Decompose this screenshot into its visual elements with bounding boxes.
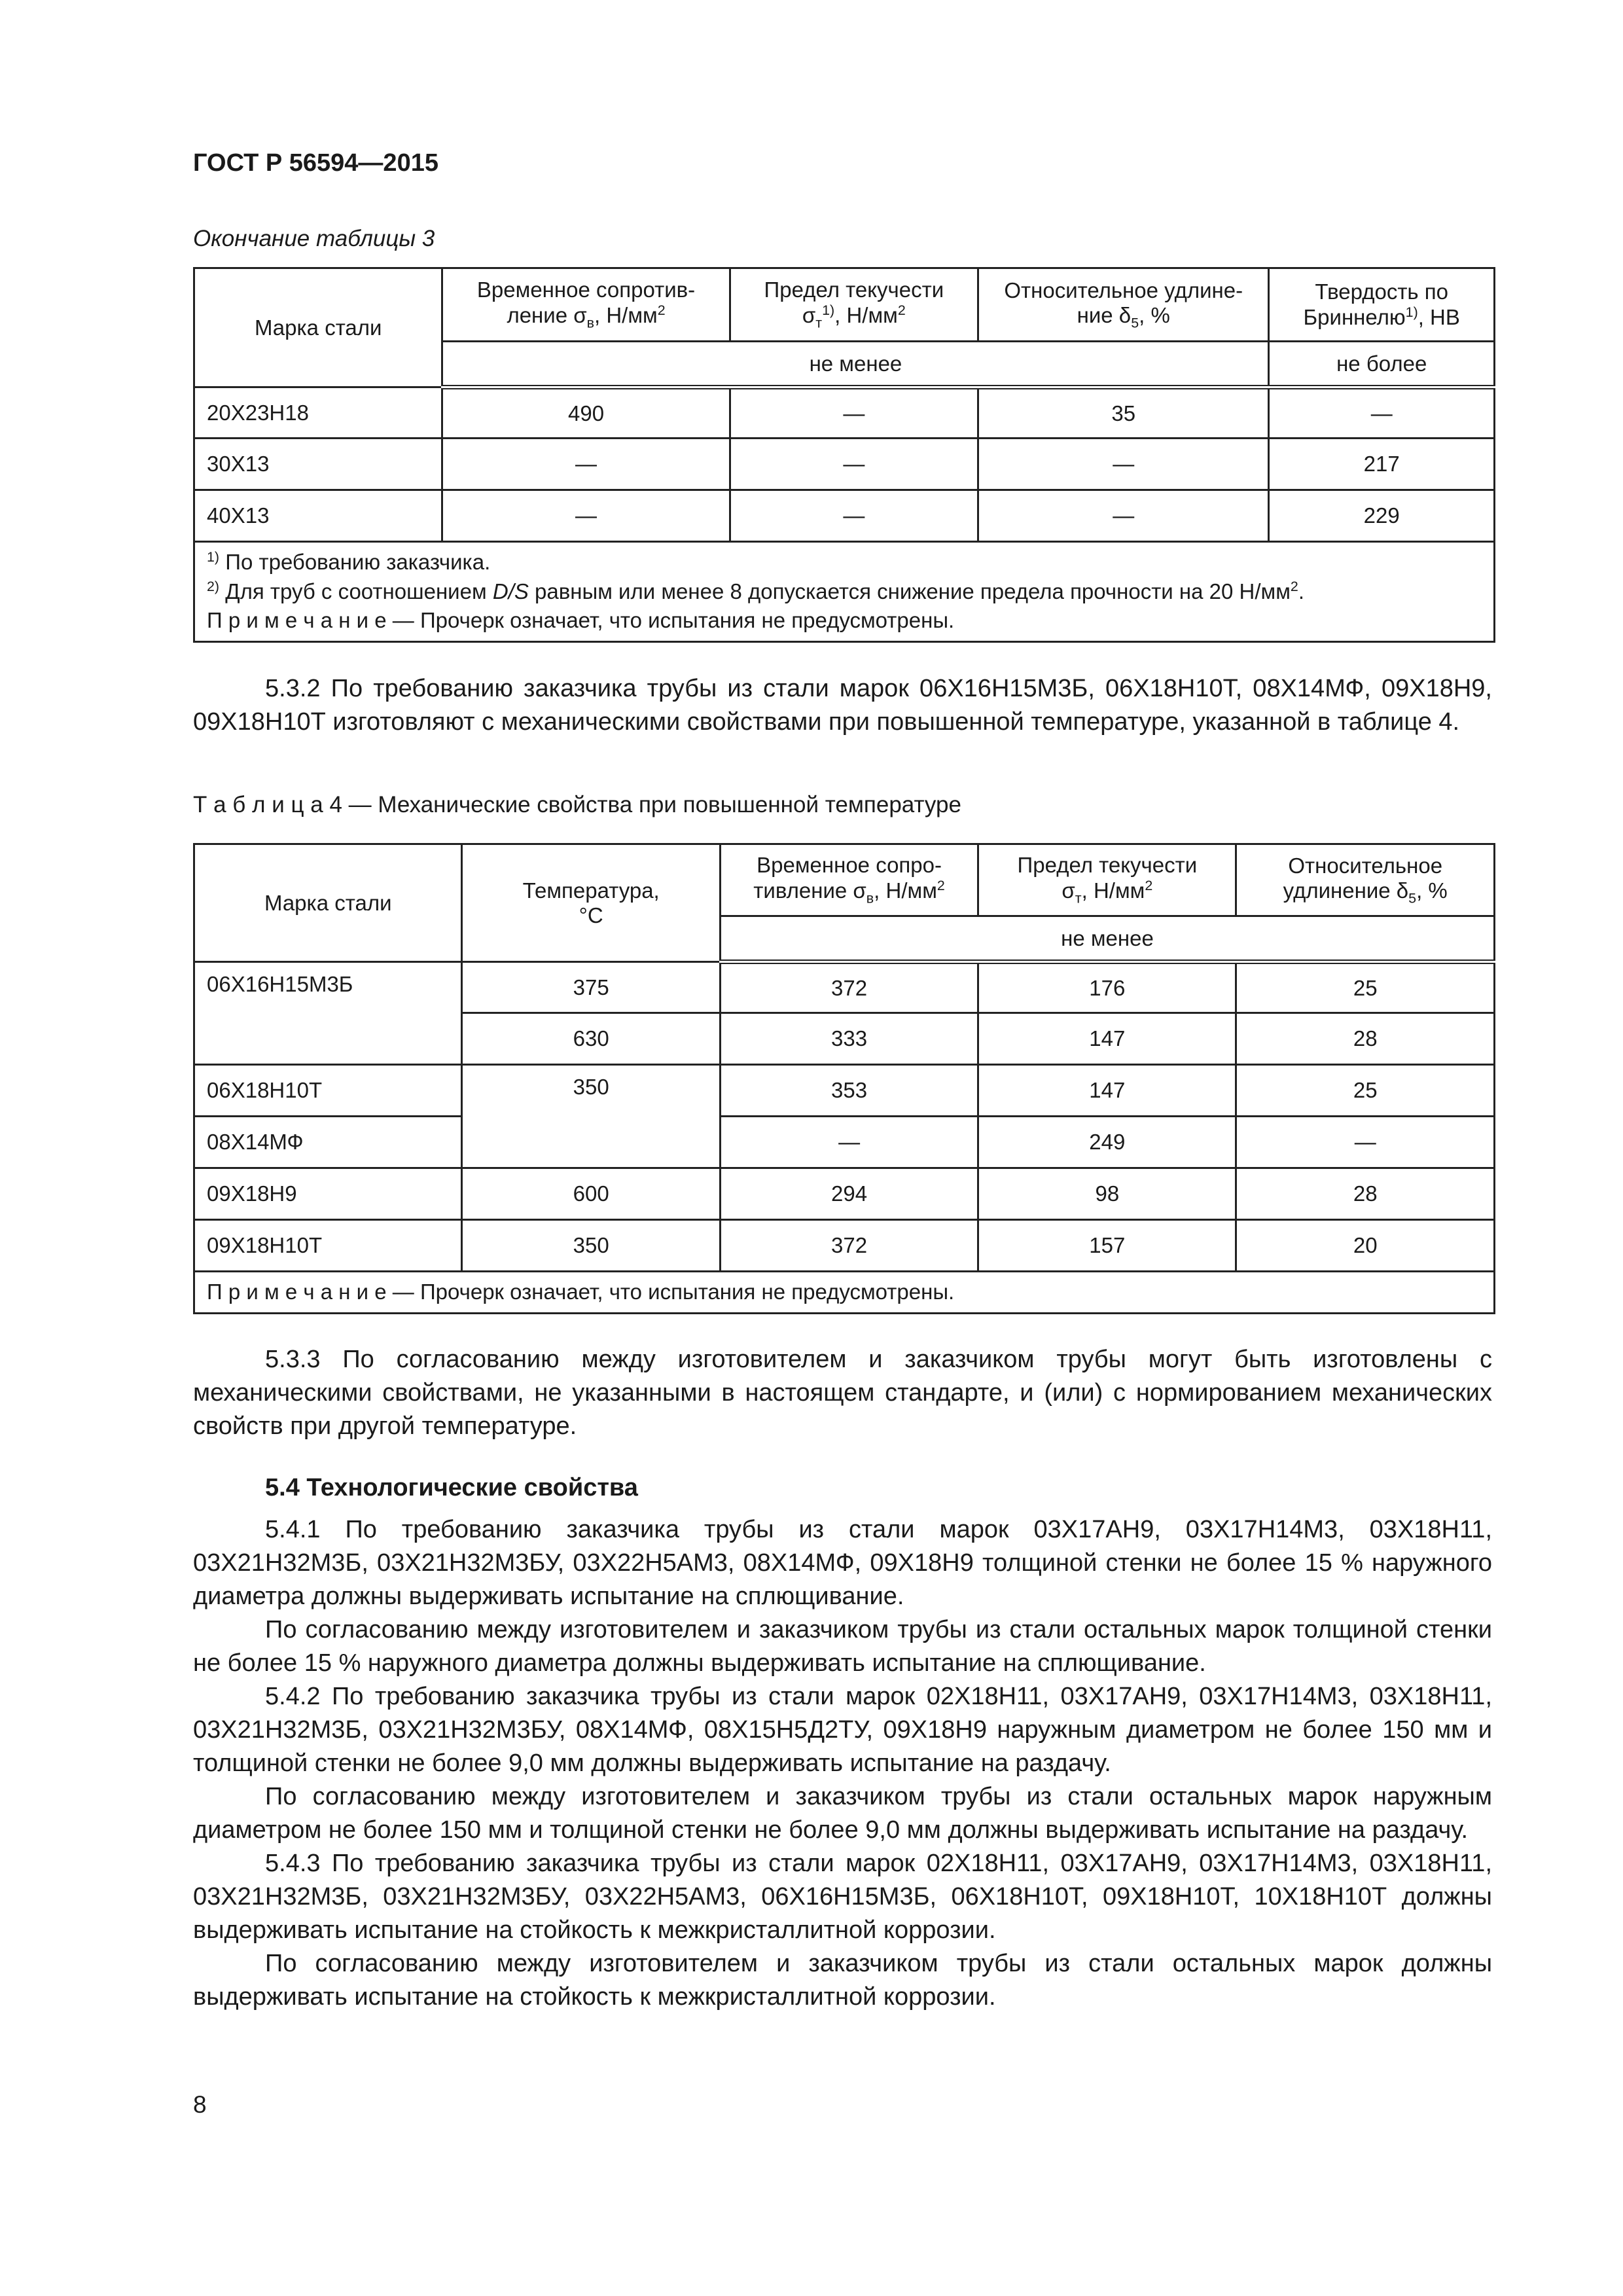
t4-cell-temp: 630 xyxy=(462,1013,720,1065)
t4-cell-elongation: 28 xyxy=(1236,1013,1495,1065)
t4-cell-grade: 09Х18Н10Т xyxy=(194,1220,462,1272)
t4-cell-tensile: 353 xyxy=(720,1065,978,1117)
table-row xyxy=(194,1065,1495,1117)
t3-cell-grade: 20Х23Н18 xyxy=(194,387,442,439)
t3-note: П р и м е ч а н и е — Прочерк означает, что испытания не предусмотрены. xyxy=(207,608,955,633)
t4-cell-elongation: 28 xyxy=(1236,1168,1495,1220)
t3-cell-elongation: — xyxy=(978,490,1269,542)
t3-cell-elongation: — xyxy=(978,439,1269,490)
document-header: ГОСТ Р 56594—2015 xyxy=(193,149,438,177)
t4-header-tensile: Временное сопро- тивление $\sigma_в$, $Н/мм^2$ xyxy=(720,844,978,916)
t4-header-temp: Температура, °С xyxy=(462,844,720,962)
t3-header-yield: Предел текучести $\sigma_т^{1)}$, $Н/мм^2$ xyxy=(730,268,978,342)
t3-cell-tensile: — xyxy=(442,439,730,490)
t3-footnotes xyxy=(194,542,1495,642)
t3-header-elongation: Относительное удлине- ние $\delta_5$, % xyxy=(978,268,1269,342)
t4-cell-yield: 157 xyxy=(978,1220,1236,1272)
section-heading-5-4: 5.4 Технологические свойства xyxy=(265,1474,638,1501)
table-row xyxy=(194,1168,1495,1220)
t3-cell-grade: 40Х13 xyxy=(194,490,442,542)
t4-cell-elongation: — xyxy=(1236,1117,1495,1168)
t4-cell-grade: 08Х14МФ xyxy=(194,1117,462,1168)
t4-note: П р и м е ч а н и е — Прочерк означает, что испытания не предусмотрены. xyxy=(194,1272,1495,1314)
table4-caption: Т а б л и ц а 4 — Механические свойства при повышенной температуре xyxy=(193,792,961,817)
t4-cell-tensile: — xyxy=(720,1117,978,1168)
paragraph-5-4-1: 5.4.1 По требованию заказчика трубы из стали марок 03Х17АН9, 03Х17Н14М3, 03Х18Н11, 03Х21Н32М3Б, 03Х21Н32М3БУ, 03Х22Н5АМ3, 08Х14МФ, 09Х18Н9 толщиной стенки не более 15 % наружного диаметра должны выдерживать испытание на сплющивание. По согласованию между изготовителем и заказчиком трубы из стали остальных марок толщиной стенки не более 15 % наружного диаметра должны выдерживать испытание на сплющивание. 5.4.2 По требованию заказчика трубы из стали марок 02Х18Н11, 03Х17АН9, 03Х17Н14М3, 03Х18Н11, 03Х21Н32М3Б, 03Х21Н32М3БУ, 08Х14МФ, 08Х15Н5Д2ТУ, 09Х18Н9 наружным диаметром не более 150 мм и толщиной стенки не более 9,0 мм должны выдерживать испытание на раздачу. По согласованию между изготовителем и заказчиком трубы из стали остальных марок наружным диаметром не более 150 мм и толщиной стенки не более 9,0 мм должны выдерживать испытание на раздачу. 5.4.3 По требованию заказчика трубы из стали марок 02Х18Н11, 03Х17АН9, 03Х17Н14М3, 03Х18Н11, 03Х21Н32М3Б, 03Х21Н32М3БУ, 03Х22Н5АМ3, 06Х16Н15М3Б, 06Х18Н10Т, 09Х18Н10Т, 10Х18Н10Т должны выдерживать испытание на стойкость к межкристаллитной коррозии. По согласованию между изготовителем и заказчиком трубы из стали остальных марок должны выдерживать испытание на стойкость к межкристаллитной коррозии. xyxy=(193,1516,1492,2011)
t4-cell-grade: 06Х16Н15М3Б xyxy=(194,962,462,1065)
t4-cell-temp: 350 xyxy=(462,1065,720,1168)
t4-cell-grade: 06Х18Н10Т xyxy=(194,1065,462,1117)
t4-cell-yield: 176 xyxy=(978,962,1236,1013)
t4-cell-tensile: 294 xyxy=(720,1168,978,1220)
t3-cell-tensile: — xyxy=(442,490,730,542)
t3-header-min: не менее xyxy=(442,342,1269,387)
t4-cell-elongation: 20 xyxy=(1236,1220,1495,1272)
t4-cell-temp: 350 xyxy=(462,1220,720,1272)
t4-header-grade: Марка стали xyxy=(194,844,462,962)
table-row xyxy=(194,1220,1495,1272)
t4-cell-temp: 375 xyxy=(462,962,720,1013)
t3-cell-yield: — xyxy=(730,387,978,439)
t3-cell-hardness: 217 xyxy=(1269,439,1495,490)
table4 xyxy=(193,843,1495,1314)
t3-cell-grade: 30Х13 xyxy=(194,439,442,490)
t4-cell-yield: 147 xyxy=(978,1065,1236,1117)
table-row xyxy=(194,439,1495,490)
t3-header-max: не более xyxy=(1269,342,1495,387)
t3-cell-elongation: 35 xyxy=(978,387,1269,439)
t4-cell-tensile: 333 xyxy=(720,1013,978,1065)
t4-cell-elongation: 25 xyxy=(1236,962,1495,1013)
t4-cell-yield: 98 xyxy=(978,1168,1236,1220)
table3-caption: Окончание таблицы 3 xyxy=(193,226,435,251)
t4-cell-yield: 147 xyxy=(978,1013,1236,1065)
t4-cell-tensile: 372 xyxy=(720,1220,978,1272)
t3-header-tensile: Временное сопротив- ление $\sigma_в$, $Н/мм^2$ xyxy=(442,268,730,342)
t4-cell-temp: 600 xyxy=(462,1168,720,1220)
t4-cell-grade: 09Х18Н9 xyxy=(194,1168,462,1220)
table-row xyxy=(194,1117,1495,1168)
page-number: 8 xyxy=(193,2091,207,2118)
t4-header-elongation: Относительное удлинение $\delta_5$, % xyxy=(1236,844,1495,916)
table3 xyxy=(193,267,1495,643)
t3-cell-hardness: 229 xyxy=(1269,490,1495,542)
table-row xyxy=(194,962,1495,1013)
t3-header-hardness: Твердость по Бриннелю$^{1)}$, НВ xyxy=(1269,268,1495,342)
t4-cell-tensile: 372 xyxy=(720,962,978,1013)
t3-cell-yield: — xyxy=(730,490,978,542)
t4-cell-yield: 249 xyxy=(978,1117,1236,1168)
t3-cell-hardness: — xyxy=(1269,387,1495,439)
t4-header-yield: Предел текучести $\sigma_т$, $Н/мм^2$ xyxy=(978,844,1236,916)
t3-cell-tensile: 490 xyxy=(442,387,730,439)
paragraph-5-3-3: 5.3.3 По согласованию между изготовителем и заказчиком трубы могут быть изготовлены с механическими свойствами, не указанными в настоящем стандарте, и (или) с нормированием механических свойств при другой температуре. xyxy=(193,1346,1492,1440)
t3-footnote-1: $^{1)}$ По требованию заказчика. xyxy=(207,549,491,574)
table-row xyxy=(194,490,1495,542)
t3-header-grade: Марка стали xyxy=(194,268,442,387)
table-row xyxy=(194,387,1495,439)
t4-cell-elongation: 25 xyxy=(1236,1065,1495,1117)
t3-footnote-2: $^{2)}$ Для труб с соотношением D/S равным или менее 8 допускается снижение предела прочности на 20 $Н/мм^2$. xyxy=(207,578,1305,603)
paragraph-5-3-2: 5.3.2 По требованию заказчика трубы из стали марок 06Х16Н15М3Б, 06Х18Н10Т, 08Х14МФ, 09Х18Н9, 09Х18Н10Т изготовляют с механическими свойствами при повышенной температуре, указанной в таблице 4. xyxy=(193,675,1492,736)
t4-header-min: не менее xyxy=(720,916,1494,962)
t3-cell-yield: — xyxy=(730,439,978,490)
